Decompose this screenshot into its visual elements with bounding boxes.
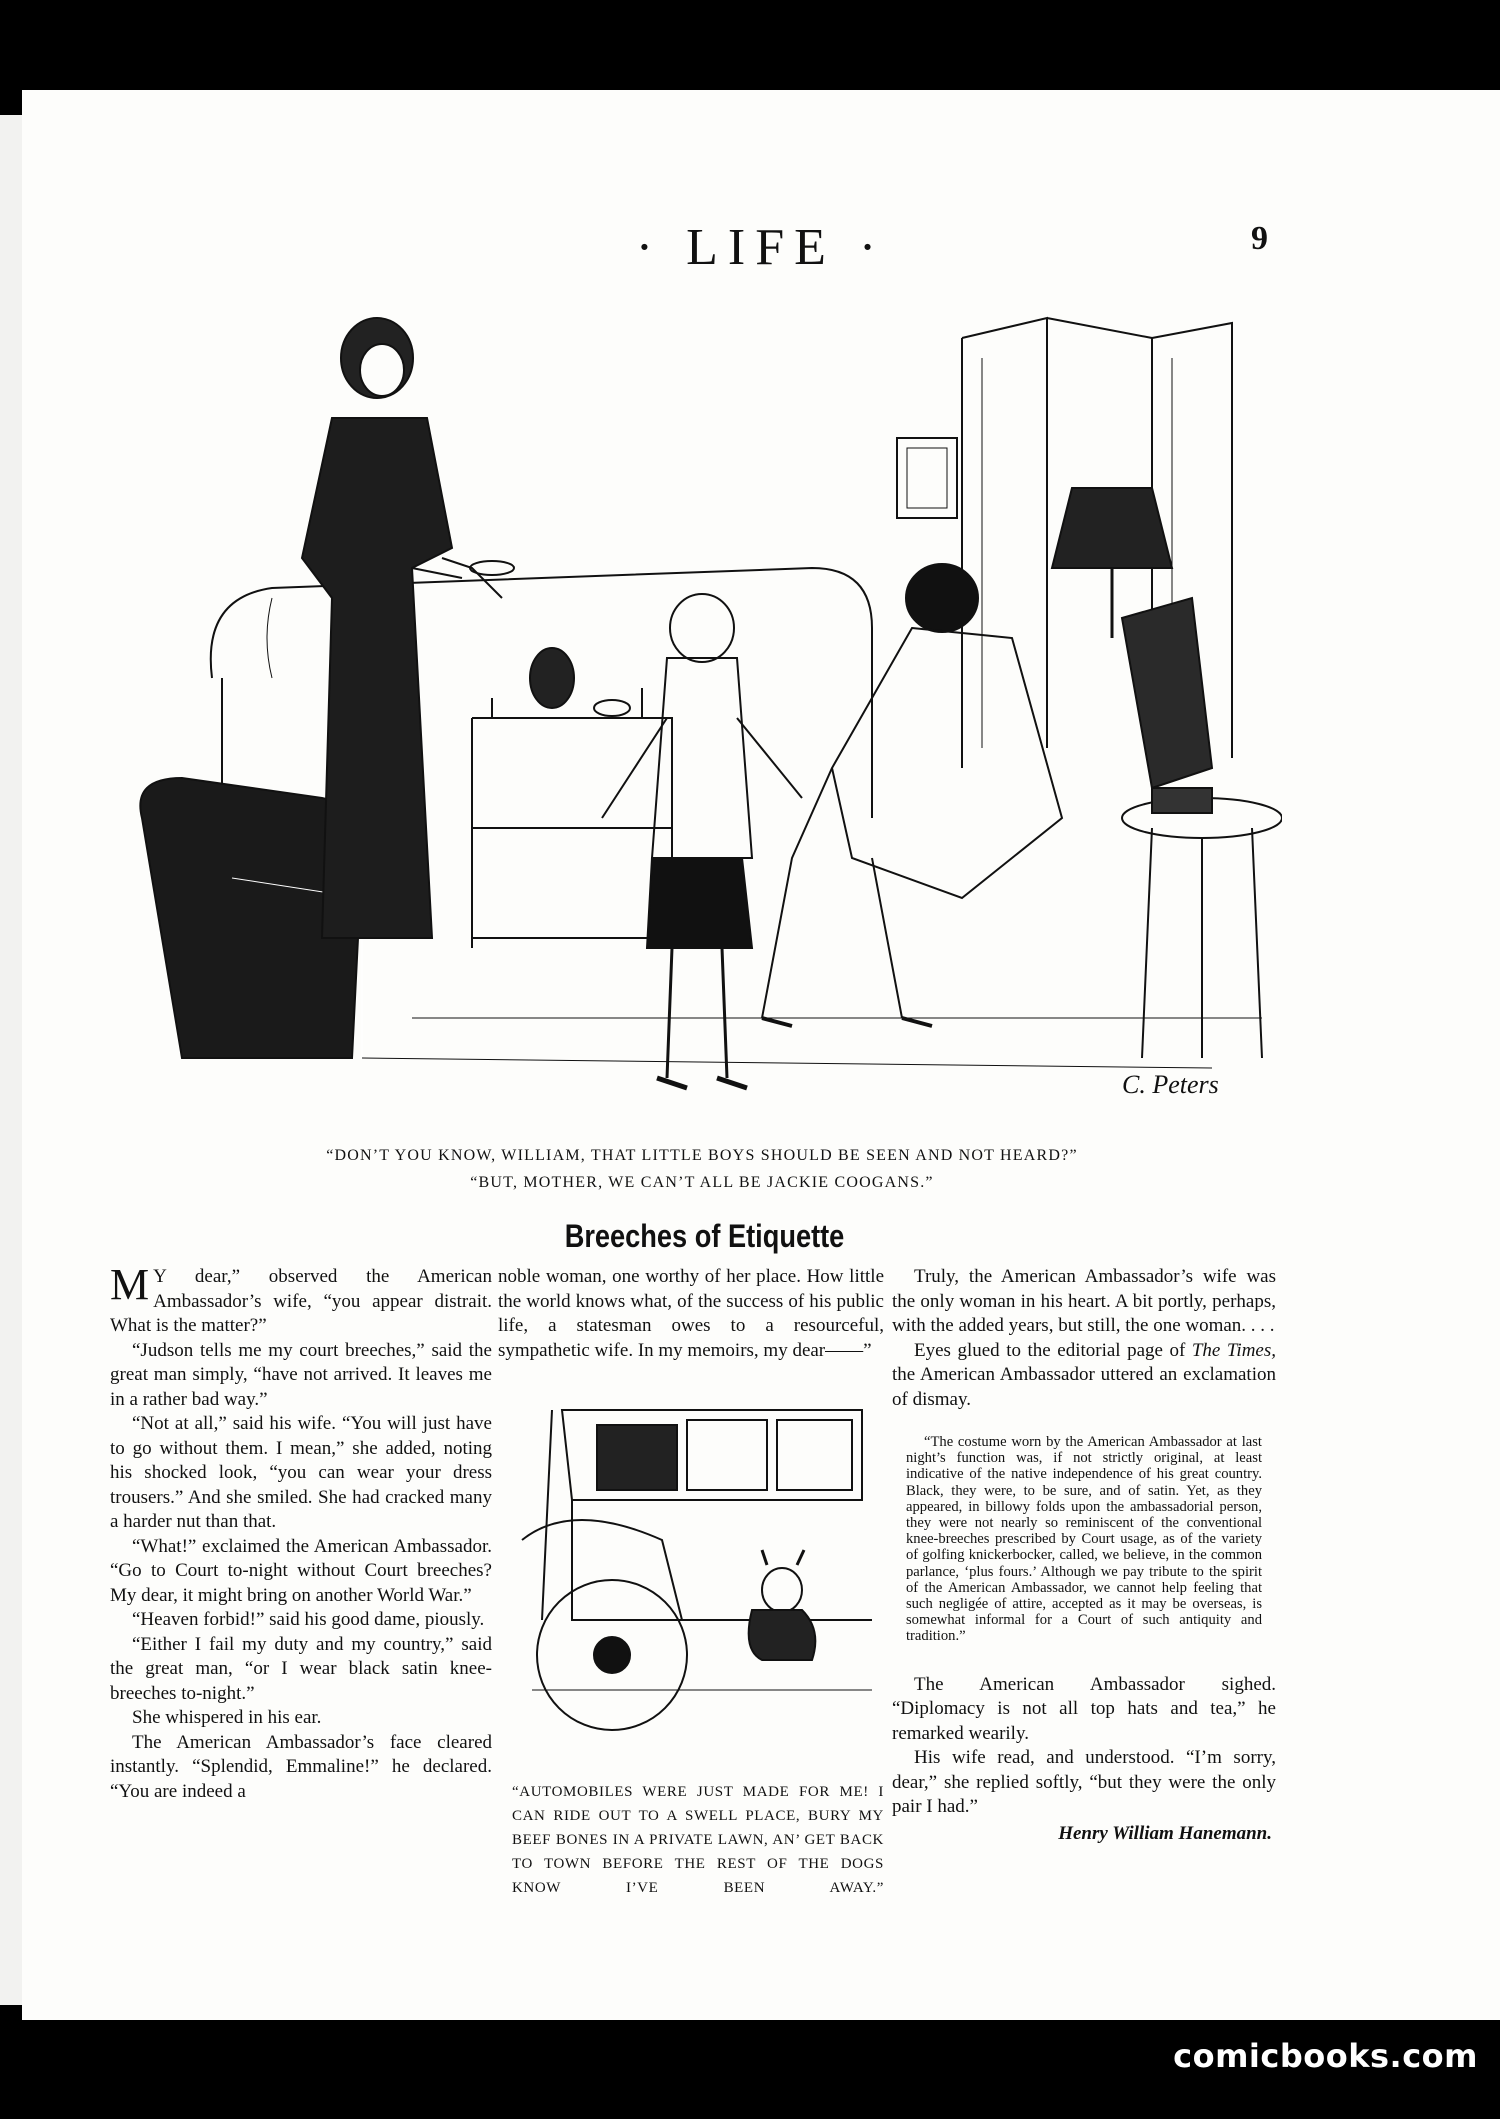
paragraph: noble woman, one worthy of her place. How little the world knows what, of the success of his public life, a statesman owes to a resourceful, sympathetic wife. In my memoirs, my dear——” <box>498 1266 884 1361</box>
paragraph: The American Ambassador’s face cleared instantly. “Splendid, Emmaline!” he declared. “You are indeed a <box>110 1731 492 1802</box>
page-number: 9 <box>1251 220 1268 257</box>
article-column-1 <box>110 1260 492 1804</box>
paragraph: M Y dear,” observed the American Ambassador’s wife, “you appear distrait. What is the matter?” <box>110 1260 492 1336</box>
magazine-page <box>22 90 1500 2020</box>
paragraph: “Either I fail my duty and my country,” said the great man, “or I wear black satin knee-breeches to-night.” <box>110 1633 492 1704</box>
paragraph: “What!” exclaimed the American Ambassador. “Go to Court to-night without Court breeches? My dear, it might bring on another World War.” <box>110 1535 492 1606</box>
article-column-2 <box>498 1265 884 1363</box>
paragraph: “Heaven forbid!” said his good dame, piously. <box>132 1609 485 1630</box>
paragraph: The American Ambassador sighed. “Diplomacy is not all top hats and tea,” he remarked wearily. <box>892 1673 1276 1744</box>
artist-signature: C. Peters <box>1122 1070 1219 1099</box>
paragraph: She whispered in his ear. <box>132 1707 322 1728</box>
newspaper-name: The Times, <box>1191 1339 1276 1361</box>
paragraph: Truly, the American Ambassador’s wife was the only woman in his heart. A bit portly, perhaps, with the added years, but still, the one woman. . . . <box>892 1266 1276 1336</box>
paragraph: “Judson tells me my court breeches,” said the great man simply, “have not arrived. It leaves me in a rather bad way.” <box>110 1339 492 1410</box>
site-watermark: comicbooks.com <box>1173 2037 1478 2075</box>
article-title: Breeches of Etiquette <box>564 1218 845 1254</box>
cartoon-caption-line2: “BUT, MOTHER, WE CAN’T ALL BE JACKIE COOGANS.” <box>470 1174 934 1191</box>
author-byline: Henry William Hanemann. <box>1058 1822 1272 1844</box>
paragraph: Eyes glued to the editorial page of The Times, the American Ambassador uttered an exclamation of dismay. <box>892 1339 1276 1410</box>
paragraph: His wife read, and understood. “I’m sorry, dear,” she replied softly, “but they were the only pair I had.” <box>892 1747 1276 1818</box>
paragraph: “Not at all,” said his wife. “You will just have to go without them. I mean,” she added, noting his shocked look, “you can wear your dress trousers.” And she smiled. She had cracked many a harder nut than that. <box>110 1413 492 1532</box>
car-dog-illustration <box>512 1390 882 1755</box>
masthead-title: · LIFE · <box>635 219 887 276</box>
drop-cap: M <box>110 1260 150 1309</box>
newspaper-quote: “The costume worn by the American Ambassador at last night’s function was, if not strictly original, at least indicative of the native independence of his great country. Black, they were, to be sure, and of satin. Yet, as they appeared, in billowy folds upon the ambassadorial person, they were not nearly so reminiscent of the conventional knee-breeches prescribed by Court usage, as of the variety of golfing knickerbocker, called, we believe, in the common parlance, ‘plus fours.’ Although we pay tribute to the spirit of the American Ambassador, we cannot help feeling that such negligée of attire, accepted as it may be overseas, is somewhat informal for a Court of such antiquity and tradition.” <box>906 1434 1262 1645</box>
cartoon-caption-line1: “DON’T YOU KNOW, WILLIAM, THAT LITTLE BOYS SHOULD BE SEEN AND NOT HEARD?” <box>326 1147 1078 1164</box>
adjacent-page-edge <box>0 115 24 2005</box>
article-column-3 <box>892 1265 1276 1846</box>
parlor-scene-illustration <box>112 298 1282 1128</box>
car-cartoon-caption: “AUTOMOBILES WERE JUST MADE FOR ME! I CAN RIDE OUT TO A SWELL PLACE, BURY MY BEEF BONES IN A PRIVATE LAWN, AN’ GET BACK TO TOWN BEFORE THE REST OF THE DOGS KNOW I’VE BEEN AWAY.” <box>512 1784 884 1896</box>
